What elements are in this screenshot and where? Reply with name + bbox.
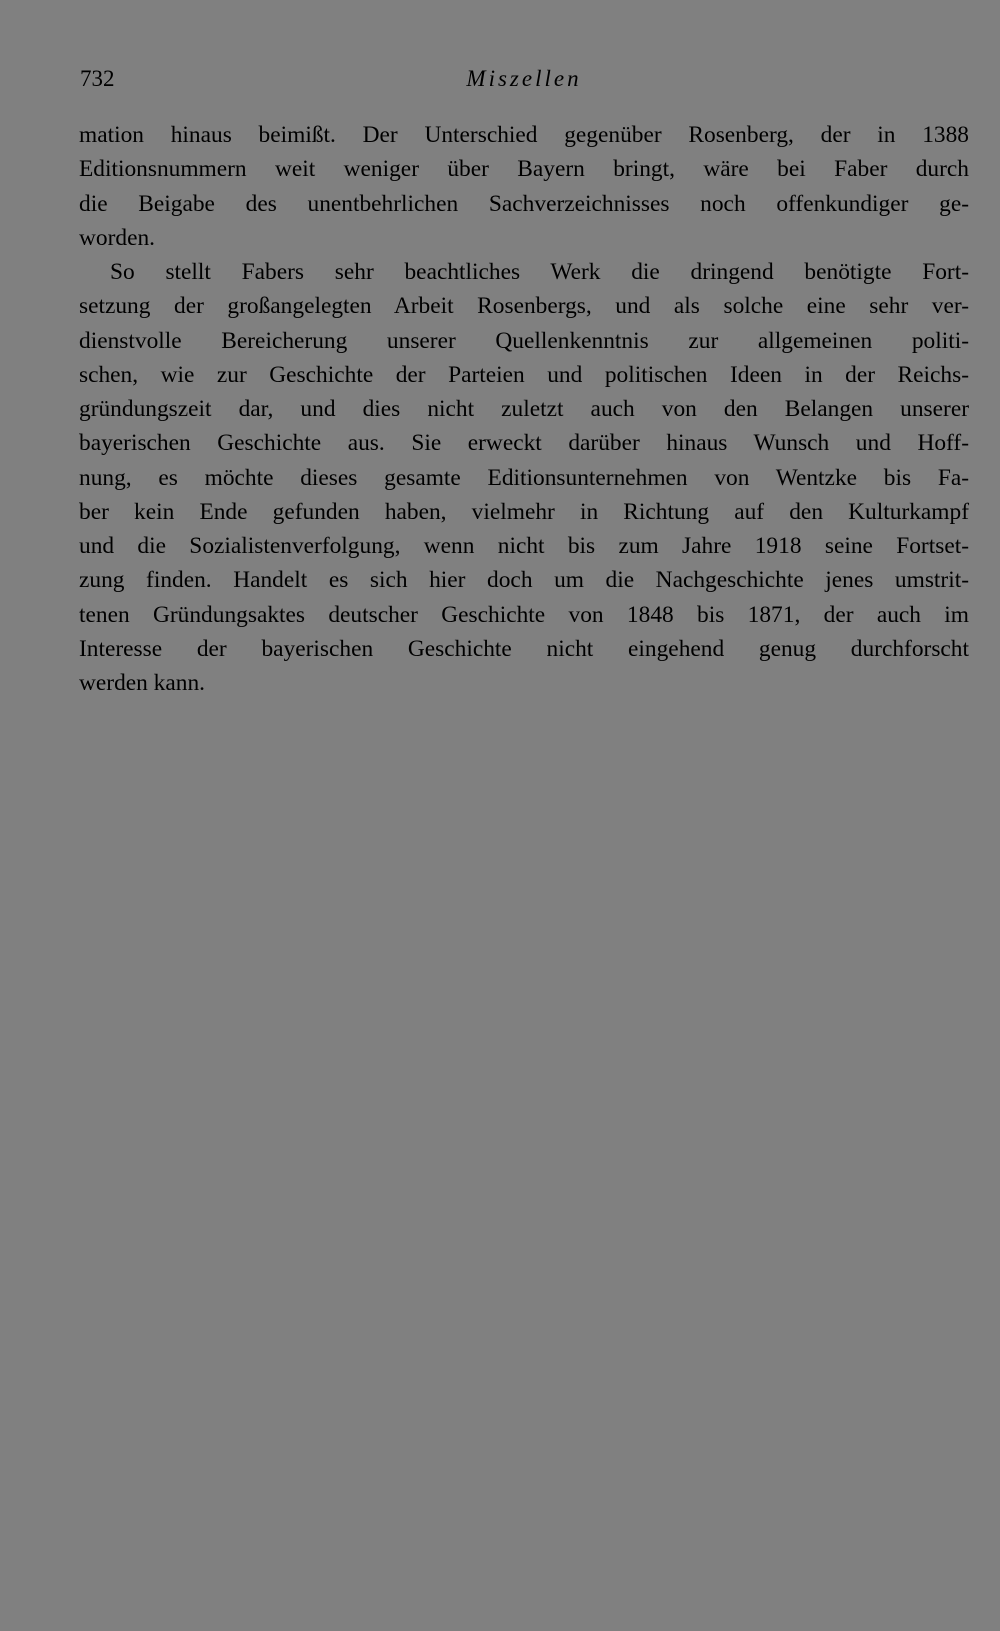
text-line: schen, wie zur Geschichte der Parteien und politischen Ideen in der Reichs- bbox=[79, 361, 969, 388]
text-line: und die Sozialistenverfolgung, wenn nicht bis zum Jahre 1918 seine Fortset- bbox=[79, 533, 969, 559]
text-line: die Beigabe des unentbehrlichen Sachverzeichnisses noch offenkundiger ge- bbox=[79, 190, 969, 217]
text-line: setzung der großangelegten Arbeit Rosenbergs, und als solche eine sehr ver- bbox=[79, 293, 969, 320]
text-line: ber kein Ende gefunden haben, vielmehr in Richtung auf den Kulturkampf bbox=[79, 498, 969, 525]
text-line: worden. bbox=[79, 224, 155, 251]
text-line: mation hinaus beimißt. Der Unterschied gegenüber Rosenberg, der in 1388 bbox=[79, 122, 969, 148]
text-line: bayerischen Geschichte aus. Sie erweckt darüber hinaus Wunsch und Hoff- bbox=[79, 430, 969, 457]
text-line: Editionsnummern weit weniger über Bayern bringt, wäre bei Faber durch bbox=[79, 156, 969, 183]
page-header bbox=[80, 62, 968, 96]
text-line: So stellt Fabers sehr beachtliches Werk die dringend benötigte Fort- bbox=[110, 259, 969, 285]
text-line: nung, es möchte dieses gesamte Editionsunternehmen von Wentzke bis Fa- bbox=[79, 464, 969, 491]
text-line: werden kann. bbox=[79, 670, 205, 696]
text-line: zung finden. Handelt es sich hier doch um die Nachgeschichte jenes umstrit- bbox=[79, 567, 969, 594]
text-line: tenen Gründungsaktes deutscher Geschichte von 1848 bis 1871, der auch im bbox=[79, 601, 969, 628]
body-text bbox=[79, 118, 969, 700]
text-line: dienstvolle Bereicherung unserer Quellenkenntnis zur allgemeinen politi- bbox=[79, 327, 969, 354]
running-head: Miszellen bbox=[466, 66, 582, 91]
page-number: 732 bbox=[80, 66, 115, 91]
text-line: Interesse der bayerischen Geschichte nicht eingehend genug durchforscht bbox=[79, 635, 969, 662]
text-line: gründungszeit dar, und dies nicht zuletzt auch von den Belangen unserer bbox=[79, 396, 969, 422]
